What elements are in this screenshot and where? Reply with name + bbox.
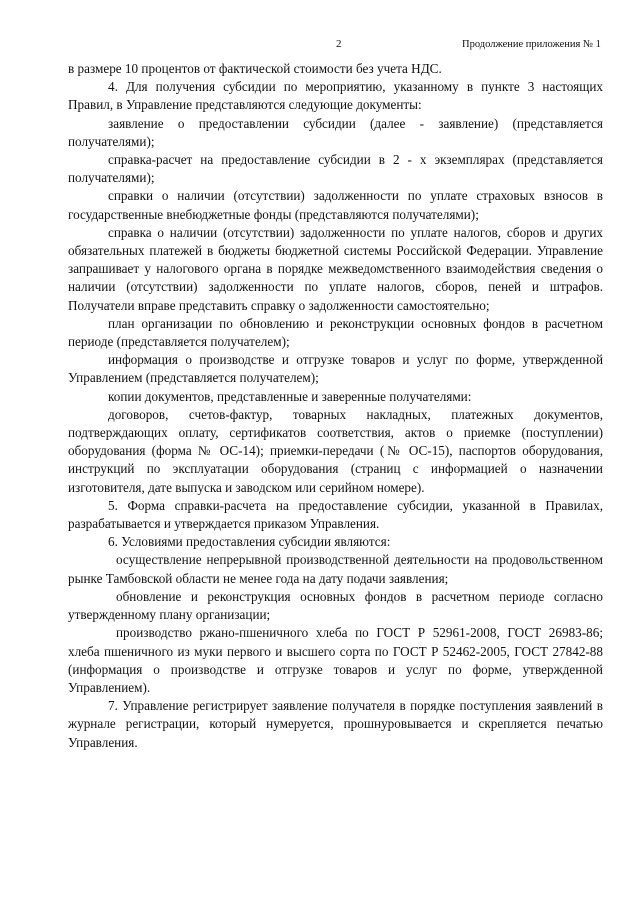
condition-list-item: осуществление непрерывной производственной деятельности на продовольственном рынке Тамбовской области не менее года на дату подачи заявления; xyxy=(68,552,603,586)
paragraph-item-7: 7. Управление регистрирует заявление получателя в порядке поступления заявлений в журнале регистрации, который нумеруется, прошнуровывается и скрепляется печатью Управления. xyxy=(68,698,603,750)
document-list-item: справка-расчет на предоставление субсидии в 2 - х экземплярах (представляется получателями); xyxy=(68,152,603,186)
document-list-item: договоров, счетов-фактур, товарных накладных, платежных документов, подтверждающих оплату, сертификатов соответствия, актов о приемке (поступлении) оборудования (форма № ОС-14); приемки-передачи (№ ОС-15), паспортов оборудования, инструкций по эксплуатации оборудования (страниц с информацией о назначении изготовителя, дате выпуска и заводском или серийном номере). xyxy=(68,406,603,495)
document-body xyxy=(68,60,603,752)
document-list-item: план организации по обновлению и реконструкции основных фондов в расчетном периоде (представляется получателем); xyxy=(68,315,603,350)
document-list-item: справка о наличии (отсутствии) задолженности по уплате налогов, сборов и других обязательных платежей в бюджеты бюджетной системы Российской Федерации. Управление запрашивает у налогового органа в порядке межведомственного взаимодействия сведения о наличии (отсутствии) задолженности по уплате налогов, сборов, пеней и штрафов. Получатели вправе представить справку о задолженности самостоятельно; xyxy=(68,224,603,313)
paragraph: в размере 10 процентов от фактической стоимости без учета НДС. xyxy=(68,61,442,76)
document-list-item: заявление о предоставлении субсидии (далее - заявление) (представляется получателями); xyxy=(68,115,603,149)
condition-list-item: обновление и реконструкция основных фондов в расчетном периоде согласно утвержденному плану организации; xyxy=(68,588,603,623)
appendix-continuation-title: Продолжение приложения № 1 xyxy=(462,39,601,50)
condition-list-item: производство ржано-пшеничного хлеба по ГОСТ Р 52961-2008, ГОСТ 26983-86; хлеба пшеничного из муки первого и высшего сорта по ГОСТ Р 52462-2005, ГОСТ 27842-88 (информация о производстве и отгрузке товаров и услуг по форме, утвержденной Управлением). xyxy=(68,625,603,695)
document-list-item: информация о производстве и отгрузке товаров и услуг по форме, утвержденной Управлением (представляется получателем); xyxy=(68,352,603,386)
document-list-item: копии документов, представленные и заверенные получателями: xyxy=(108,388,472,404)
paragraph-item-5: 5. Форма справки-расчета на предоставление субсидии, указанной в Правилах, разрабатывается и утверждается приказом Управления. xyxy=(68,497,603,532)
paragraph-item-6: 6. Условиями предоставления субсидии являются: xyxy=(108,534,391,550)
page-number: 2 xyxy=(336,38,342,50)
paragraph-item-4: 4. Для получения субсидии по мероприятию, указанному в пункте 3 настоящих Правил, в Управление представляются следующие документы: xyxy=(68,79,603,113)
document-list-item: справки о наличии (отсутствии) задолженности по уплате страховых взносов в государственные внебюджетные фонды (представляются получателями); xyxy=(68,188,603,222)
